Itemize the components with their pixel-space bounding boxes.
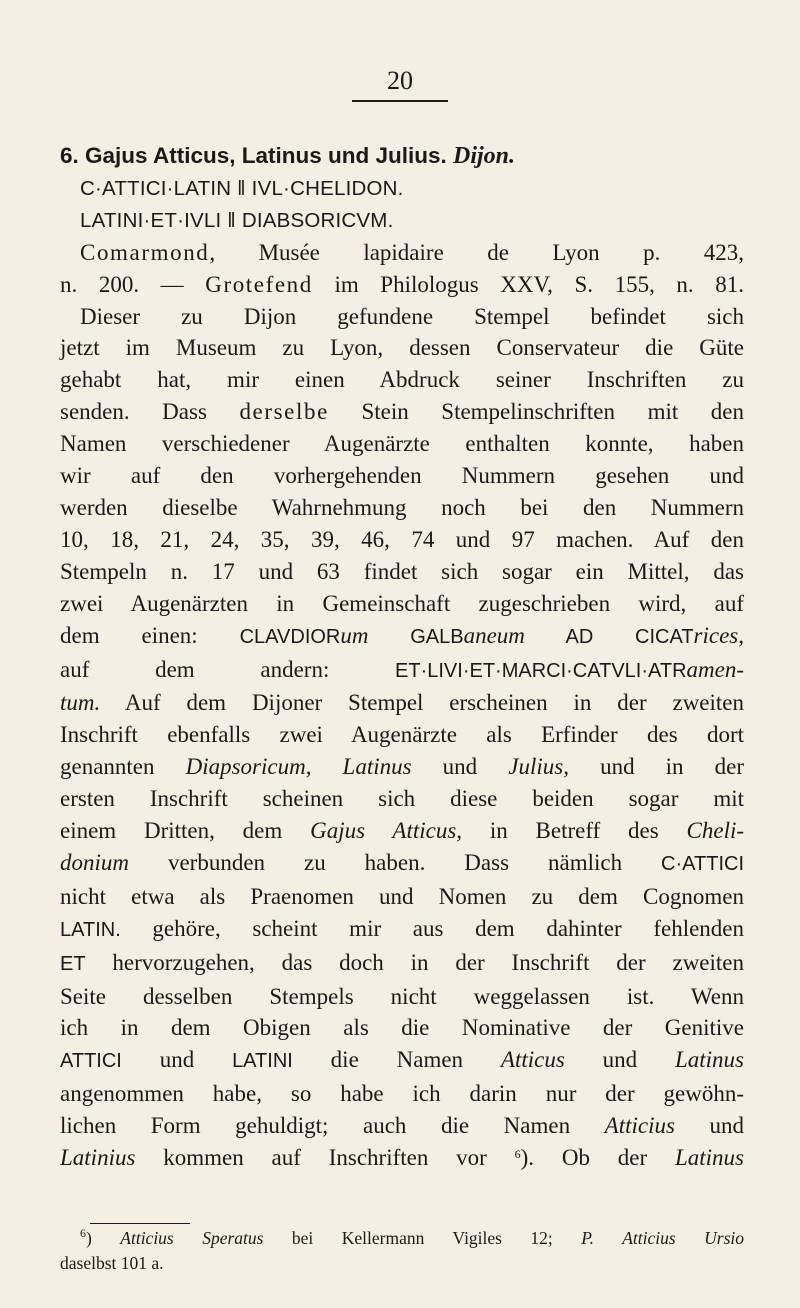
caps-run: ATTICI bbox=[60, 1050, 122, 1073]
footnote-marker: 6 bbox=[80, 1226, 86, 1240]
text-run: und bbox=[674, 1113, 745, 1139]
text-run: auf dem andern: bbox=[60, 656, 396, 682]
body-line: nicht etwa als Praenomen und Nomen zu dem Cognomen bbox=[60, 883, 744, 909]
italic-run: Atticius bbox=[604, 1113, 675, 1139]
body-line: werden dieselbe Wahrnehmung noch bei den Nummern bbox=[60, 494, 744, 520]
text-run: lichen Form gehuldigt; auch die Namen bbox=[60, 1113, 605, 1139]
text-run: bei Kellermann Vigiles 12; bbox=[263, 1228, 582, 1248]
body-line bbox=[60, 1142, 744, 1174]
text-run: , Musée lapidaire de Lyon p. 423, bbox=[209, 239, 744, 265]
body-line bbox=[60, 1044, 744, 1078]
body-line: wir auf den vorhergehenden Nummern gesehen und bbox=[60, 463, 744, 489]
body-line: Inschrift ebenfalls zwei Augenärzte als Erfinder des dort bbox=[60, 722, 744, 748]
emphasis-spaced: derselbe bbox=[239, 399, 329, 425]
caps-run: CICAT bbox=[635, 625, 694, 648]
body-line: Seite desselben Stempels nicht weggelassen ist. Wenn bbox=[60, 983, 744, 1009]
italic-run: Latinus bbox=[674, 1047, 745, 1073]
footnote-rule bbox=[90, 1223, 190, 1224]
body-line bbox=[60, 751, 744, 783]
caps-run: AD bbox=[524, 625, 636, 648]
text-run: n. 200. — bbox=[60, 271, 206, 297]
italic-run: um bbox=[340, 622, 369, 648]
text-run: Stein Stempelinschriften mit den bbox=[328, 399, 744, 425]
body-line bbox=[60, 847, 744, 881]
page-number-rule bbox=[352, 100, 448, 102]
body-line: gehabt hat, mir einen Abdruck seiner Inschriften zu bbox=[60, 367, 744, 393]
text-run: und bbox=[411, 754, 509, 780]
italic-run: Atticus bbox=[500, 1047, 565, 1073]
footnote-line bbox=[60, 1226, 744, 1251]
body-line bbox=[60, 947, 744, 981]
italic-run: Cheli- bbox=[686, 818, 745, 844]
section-number: 6. bbox=[60, 143, 79, 168]
inscription-line-2: LATINI·ET·IVLI ‖ DIABSORICVM. bbox=[80, 208, 394, 232]
body-line: jetzt im Museum zu Lyon, dessen Conservateur die Güte bbox=[60, 335, 744, 361]
inscription-line-1: C·ATTICI·LATIN ‖ IVL·CHELIDON. bbox=[80, 176, 404, 200]
body-line: ersten Inschrift scheinen sich diese beiden sogar mit bbox=[60, 786, 744, 812]
body-line bbox=[60, 913, 744, 947]
italic-run: Atticius Speratus bbox=[120, 1228, 264, 1248]
italic-run: rices, bbox=[693, 622, 744, 648]
caps-run: LATIN. bbox=[60, 918, 121, 941]
text-run: gehöre, scheint mir aus dem dahinter fehlenden bbox=[120, 915, 744, 941]
text-run: ) bbox=[86, 1228, 121, 1248]
body-line bbox=[60, 396, 744, 428]
text-run: in Betreff des bbox=[462, 818, 687, 844]
footnote-reference[interactable]: 6 bbox=[514, 1147, 521, 1162]
body-line bbox=[60, 269, 744, 301]
caps-run: LATINI bbox=[232, 1050, 293, 1073]
body-line: angenommen habe, so habe ich darin nur der gewöhn- bbox=[60, 1081, 744, 1107]
text-run: ). Ob der bbox=[520, 1145, 675, 1171]
footnotes bbox=[60, 1226, 744, 1275]
italic-run: tum. bbox=[60, 690, 101, 716]
text-run: und in der bbox=[568, 754, 745, 780]
author-name: Grotefend bbox=[205, 271, 313, 297]
body-line bbox=[60, 654, 744, 688]
body-text bbox=[60, 140, 744, 1174]
body-line: Dieser zu Dijon gefundene Stempel befindet sich bbox=[80, 303, 744, 329]
caps-run: ET·LIVI·ET·MARCI·CATVLI·ATR bbox=[395, 659, 687, 682]
italic-run: Latinus bbox=[674, 1145, 744, 1171]
body-line bbox=[60, 687, 744, 719]
text-run: einem Dritten, dem bbox=[60, 818, 311, 844]
text-run: verbunden zu haben. Dass nämlich bbox=[129, 849, 662, 875]
caps-run: CLAVDIOR bbox=[239, 625, 341, 648]
italic-run: P. Atticius Ursio bbox=[581, 1228, 744, 1248]
italic-run: donium bbox=[60, 849, 129, 875]
text-run: dem einen: bbox=[60, 622, 240, 648]
text-run: im Philologus XXV, S. 155, n. 81. bbox=[312, 271, 744, 297]
text-run: und bbox=[564, 1047, 675, 1073]
author-name: Comarmond bbox=[80, 239, 210, 265]
body-line bbox=[60, 1110, 744, 1142]
text-run: und bbox=[121, 1047, 233, 1073]
italic-run: Gajus Atticus, bbox=[310, 818, 463, 844]
body-line: 10, 18, 21, 24, 35, 39, 46, 74 und 97 machen. Auf den bbox=[60, 526, 744, 552]
body-line: Stempeln n. 17 und 63 findet sich sogar ein Mittel, das bbox=[60, 558, 744, 584]
italic-run: aneum bbox=[463, 622, 525, 648]
body-line bbox=[60, 620, 744, 654]
section-place: Dijon. bbox=[453, 143, 516, 169]
italic-run: Latinius bbox=[60, 1145, 136, 1171]
section-title: Gajus Atticus, Latinus und Julius. bbox=[85, 143, 447, 168]
text-run: kommen auf Inschriften vor bbox=[135, 1145, 515, 1171]
section-heading bbox=[60, 140, 744, 173]
body-line bbox=[60, 237, 744, 269]
italic-run: amen- bbox=[686, 656, 744, 682]
body-line: zwei Augenärzten in Gemeinschaft zugeschrieben wird, auf bbox=[60, 590, 744, 616]
caps-run: ET bbox=[60, 952, 86, 975]
text-run: die Namen bbox=[292, 1047, 501, 1073]
text-run: senden. Dass bbox=[60, 399, 240, 425]
italic-run: Julius, bbox=[508, 754, 569, 780]
page-number: 20 bbox=[387, 66, 413, 95]
body-line: ich in dem Obigen als die Nominative der Genitive bbox=[60, 1015, 744, 1041]
italic-run: Diapsoricum, Latinus bbox=[185, 754, 412, 780]
text-run: hervorzugehen, das doch in der Inschrift der zweiten bbox=[85, 949, 744, 975]
text-run: Auf dem Dijoner Stempel erscheinen in der zweiten bbox=[100, 690, 744, 716]
caps-run: GALB bbox=[368, 625, 464, 648]
body-line: Namen verschiedener Augenärzte enthalten konnte, haben bbox=[60, 431, 744, 457]
body-line bbox=[60, 815, 744, 847]
footnote-line: daselbst 101 a. bbox=[60, 1252, 164, 1273]
caps-run: C·ATTICI bbox=[661, 852, 744, 875]
text-run: genannten bbox=[60, 754, 186, 780]
